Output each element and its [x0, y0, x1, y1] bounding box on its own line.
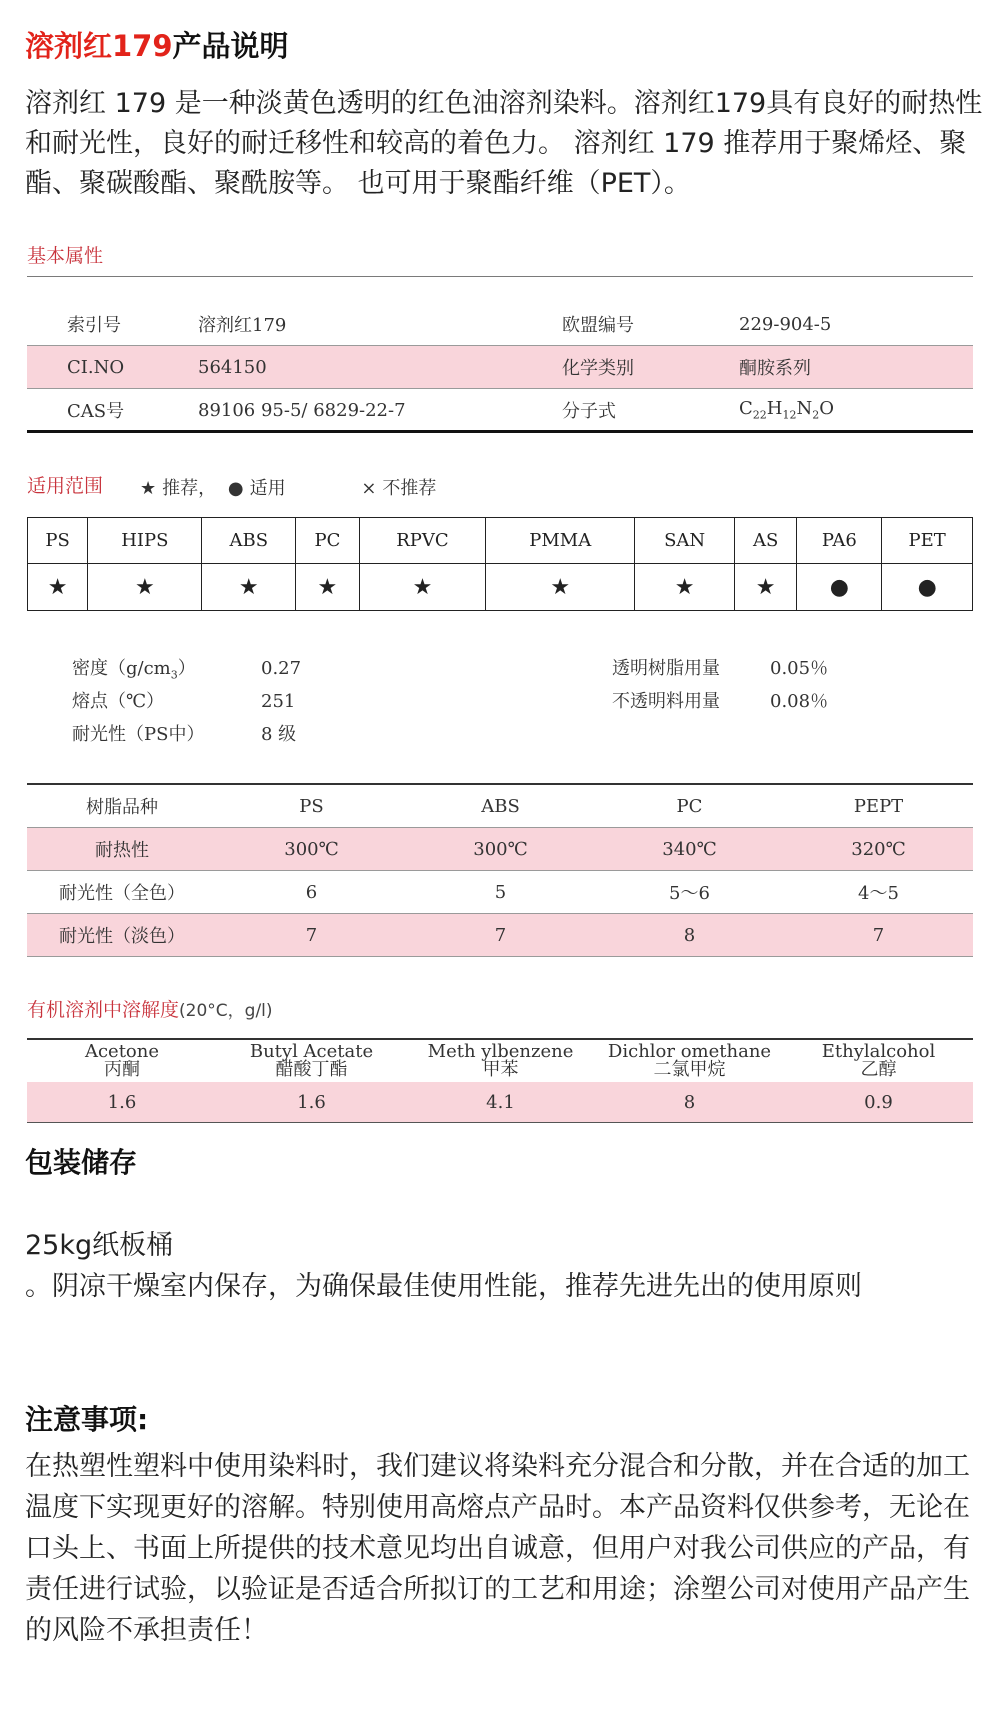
light-label: 耐光性（PS中）: [72, 724, 205, 745]
star-icon: ★: [635, 564, 735, 611]
solvent-header: Dichlor omethane 二氯甲烷: [595, 1039, 784, 1082]
resin-header: RPVC: [359, 518, 485, 564]
page-title: [25, 24, 289, 65]
legend-text: 不推荐: [382, 478, 437, 499]
dot-icon: ●: [797, 564, 882, 611]
star-icon: ★: [486, 564, 635, 611]
header-cell: PS: [217, 784, 406, 828]
scope-legend: [140, 474, 442, 500]
table-row: [27, 346, 973, 389]
cell: 欧盟编号: [562, 303, 739, 346]
resin-header: AS: [734, 518, 796, 564]
cross-icon: ×: [361, 478, 377, 499]
basic-properties-label: 基本属性: [27, 245, 104, 267]
cell: 分子式: [562, 401, 616, 422]
melting-value: 251: [261, 691, 296, 712]
resin-header: ABS: [202, 518, 296, 564]
density-value: 0.27: [261, 658, 302, 679]
divider: [27, 276, 973, 277]
cell: 340℃: [595, 828, 784, 871]
solvent-header: Butyl Acetate 醋酸丁酯: [217, 1039, 406, 1082]
scope-label: 适用范围: [27, 475, 104, 497]
cell: 1.6: [217, 1082, 406, 1123]
cell: 1.6: [27, 1082, 217, 1123]
cell: 溶剂红179: [198, 303, 562, 346]
resin-header: HIPS: [88, 518, 202, 564]
cell: 7: [406, 914, 595, 957]
cell: 229-904-5: [739, 303, 973, 346]
notice-text: 在热塑性塑料中使用染料时，我们建议将染料充分混合和分散，并在合适的加工温度下实现更好的溶解。特别使用高熔点产品时。本产品资料仅供参考，无论在口头上、书面上所提供的技术意见均出自诚意，但用户对我公司供应的产品，有责任进行试验，以验证是否适合所拟订的工艺和用途；涂塑公司对使用产品产生的风险不承担责任！: [25, 1451, 970, 1646]
legend-text: 推荐，: [162, 478, 217, 499]
star-icon: ★: [359, 564, 485, 611]
dot-icon: ●: [882, 564, 973, 611]
table-row: [27, 389, 973, 432]
scope-table: [27, 517, 973, 611]
cell: 4.1: [406, 1082, 595, 1123]
cell: 5～6: [595, 871, 784, 914]
cell: 酮胺系列: [739, 346, 973, 389]
star-icon: ★: [734, 564, 796, 611]
cell: 7: [217, 914, 406, 957]
packaging-text: 25kg纸板桶 。阴凉干燥室内保存，为确保最佳使用性能，推荐先进先出的使用原则: [25, 1230, 862, 1302]
cell: 320℃: [784, 828, 973, 871]
cell: 89106 95-5/ 6829-22-7: [198, 399, 406, 421]
cell: CI.NO: [27, 346, 198, 389]
legend-text: 适用: [249, 478, 286, 499]
cell: 索引号: [27, 303, 198, 346]
header-cell: ABS: [406, 784, 595, 828]
cell: 300℃: [406, 828, 595, 871]
molecular-formula: $C_{22}H_{12}N_2O$: [739, 398, 834, 422]
table-row: [28, 564, 973, 611]
star-icon: ★: [88, 564, 202, 611]
table-row: [27, 303, 973, 346]
cell: 8: [595, 914, 784, 957]
cell: 8: [595, 1082, 784, 1123]
cell: CAS号: [67, 401, 125, 422]
cell: 0.9: [784, 1082, 973, 1123]
cell: 4～5: [784, 871, 973, 914]
resin-header: PET: [882, 518, 973, 564]
title-product: 溶剂红179: [25, 29, 173, 63]
divider: [27, 430, 973, 433]
table-row: [27, 784, 973, 828]
resin-header: PMMA: [486, 518, 635, 564]
cell: 564150: [198, 346, 562, 389]
notice-heading: 注意事项:: [25, 1403, 149, 1436]
table-row: [27, 1039, 973, 1082]
cell: 耐热性: [27, 828, 217, 871]
resistance-table: [27, 783, 973, 957]
cell: 耐光性（淡色）: [27, 914, 217, 957]
density-label: 密度$(g/cm_3)$: [72, 658, 196, 682]
dot-icon: ●: [227, 478, 244, 499]
cell: 耐光性（全色）: [27, 871, 217, 914]
solubility-table: [27, 1038, 973, 1123]
star-icon: ★: [202, 564, 296, 611]
solvent-header: Ethylalcohol 乙醇: [784, 1039, 973, 1082]
cell: 5: [406, 871, 595, 914]
cell: 化学类别: [562, 346, 739, 389]
solubility-label: 有机溶剂中溶解度(20°C，g/l): [27, 999, 273, 1021]
cell: 7: [784, 914, 973, 957]
table-row: [27, 1082, 973, 1123]
cell: 300℃: [217, 828, 406, 871]
table-row: [27, 871, 973, 914]
cell: 6: [217, 871, 406, 914]
header-cell: PC: [595, 784, 784, 828]
resin-header: PC: [296, 518, 360, 564]
table-row: [28, 518, 973, 564]
header-cell: PEPT: [784, 784, 973, 828]
transparent-label: 透明树脂用量: [612, 658, 720, 679]
melting-label: 熔点（℃）: [72, 691, 165, 712]
star-icon: ★: [28, 564, 88, 611]
header-cell: 树脂品种: [27, 784, 217, 828]
light-value: 8 级: [261, 724, 297, 745]
table-row: [27, 828, 973, 871]
opaque-label: 不透明料用量: [612, 691, 720, 712]
star-icon: ★: [140, 478, 157, 499]
basic-properties-table: [27, 303, 973, 431]
intro-paragraph: 溶剂红 179 是一种淡黄色透明的红色油溶剂染料。溶剂红179具有良好的耐热性和耐光性，良好的耐迁移性和较高的着色力。 溶剂红 179 推荐用于聚烯烃、聚酯、聚碳酸酯、聚酰胺等。 也可用于聚酯纤维（PET）。: [25, 88, 983, 199]
table-row: [27, 914, 973, 957]
transparent-value: 0.05％: [770, 658, 829, 679]
packaging-heading: 包装储存: [25, 1146, 138, 1179]
resin-header: SAN: [635, 518, 735, 564]
solvent-header: Meth ylbenzene 甲苯: [406, 1039, 595, 1082]
resin-header: PS: [28, 518, 88, 564]
resin-header: PA6: [797, 518, 882, 564]
title-suffix: 产品说明: [172, 29, 289, 63]
opaque-value: 0.08％: [770, 691, 829, 712]
solvent-header: Acetone 丙酮: [27, 1039, 217, 1082]
star-icon: ★: [296, 564, 360, 611]
